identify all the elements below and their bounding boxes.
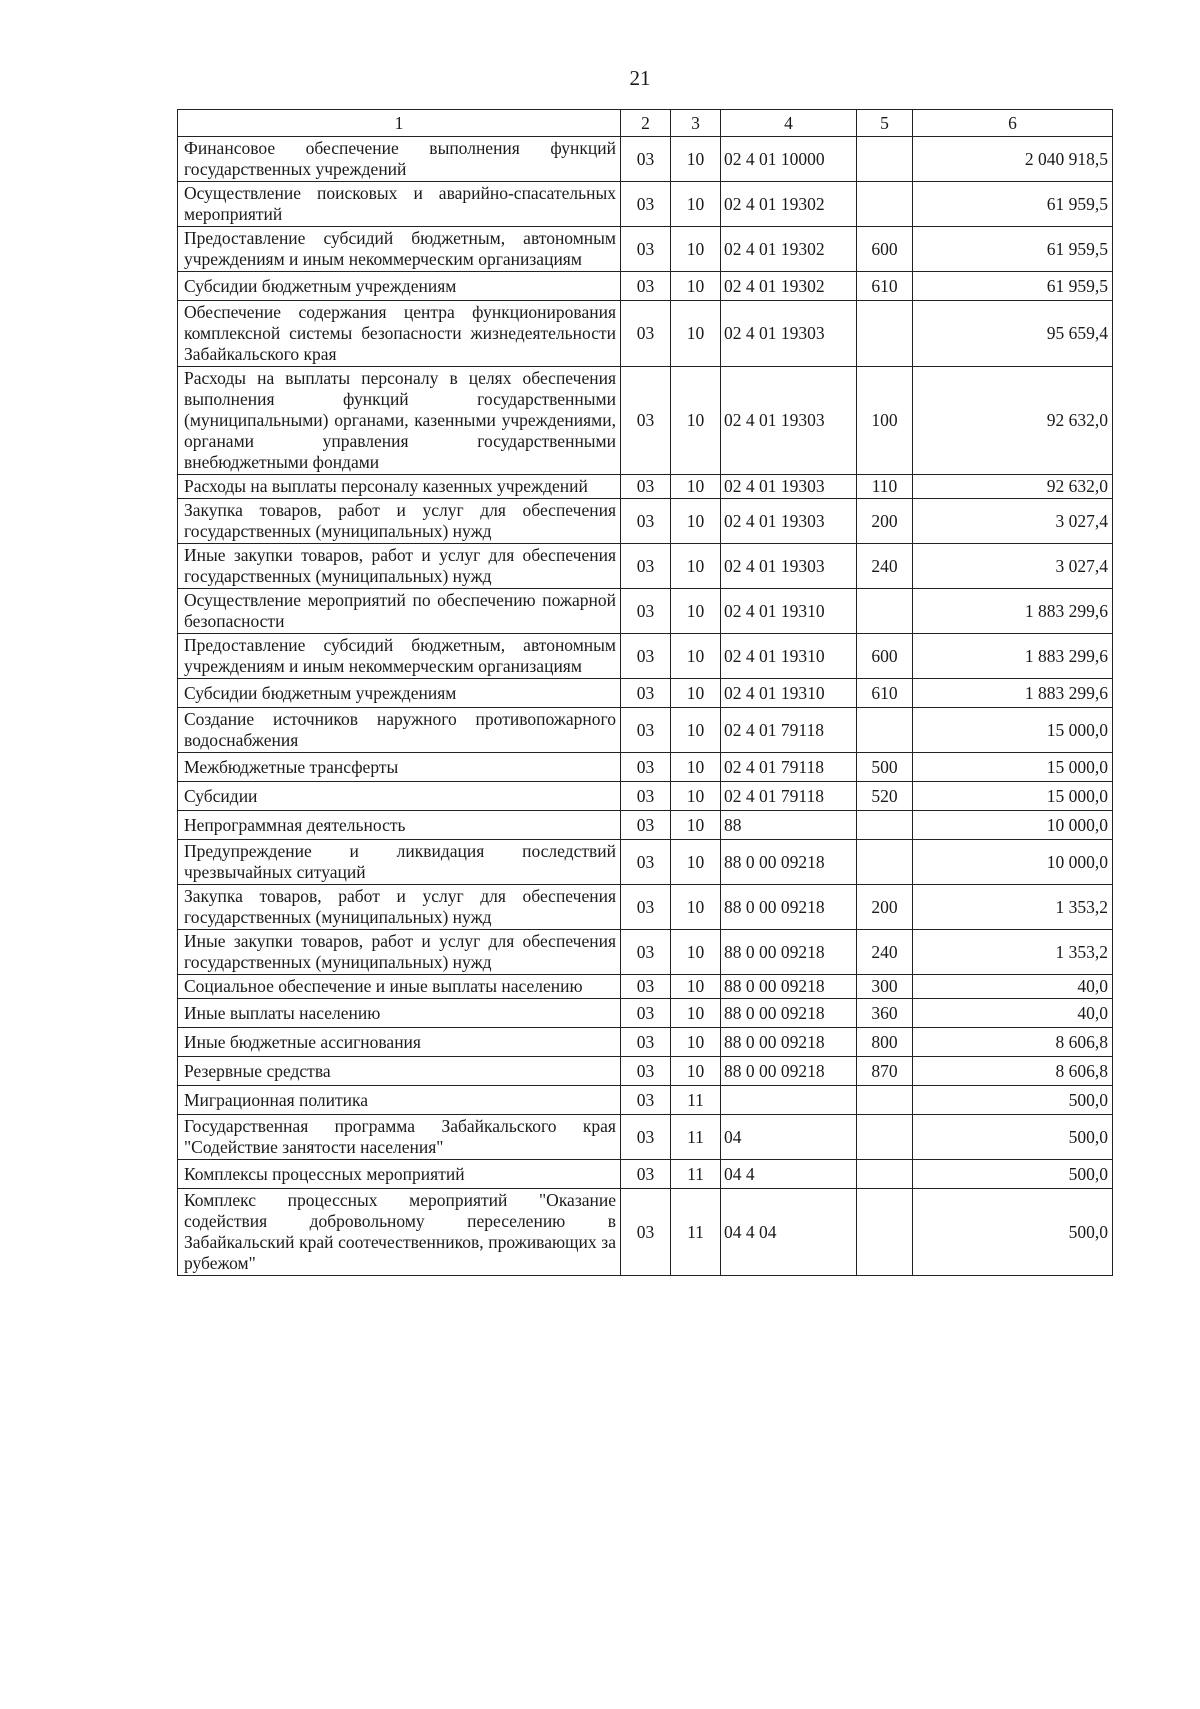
- row-name-cell: Предупреждение и ликвидация последствий чрезвычайных ситуаций: [178, 840, 621, 885]
- row-subsection-cell: 10: [671, 544, 721, 589]
- row-subsection-cell: 10: [671, 1028, 721, 1057]
- row-subsection-cell: 10: [671, 975, 721, 999]
- row-target-code-cell: 88 0 00 09218: [721, 885, 857, 930]
- row-target-code-cell: 88 0 00 09218: [721, 975, 857, 999]
- row-amount-cell: 1 883 299,6: [913, 679, 1113, 708]
- row-name-cell: Субсидии бюджетным учреждениям: [178, 679, 621, 708]
- row-name-cell: Закупка товаров, работ и услуг для обеспечения государственных (муниципальных) нужд: [178, 885, 621, 930]
- table-row: [178, 840, 1113, 885]
- row-section-cell: 03: [621, 885, 671, 930]
- table-row: [178, 708, 1113, 753]
- row-section-cell: 03: [621, 811, 671, 840]
- row-amount-cell: 1 353,2: [913, 930, 1113, 975]
- row-target-code-cell: 02 4 01 19303: [721, 499, 857, 544]
- row-target-code-cell: 02 4 01 79118: [721, 708, 857, 753]
- table-row: [178, 301, 1113, 367]
- row-target-code-cell: 88 0 00 09218: [721, 1028, 857, 1057]
- row-target-code-cell: 88 0 00 09218: [721, 840, 857, 885]
- table-row: [178, 1028, 1113, 1057]
- table-row: [178, 137, 1113, 182]
- row-target-code-cell: 88 0 00 09218: [721, 999, 857, 1028]
- row-name-cell: Государственная программа Забайкальского края "Содействие занятости населения": [178, 1115, 621, 1160]
- table-row: [178, 999, 1113, 1028]
- row-name-cell: Предоставление субсидий бюджетным, автономным учреждениям и иным некоммерческим организациям: [178, 227, 621, 272]
- row-target-code-cell: 04 4: [721, 1160, 857, 1189]
- row-expense-type-cell: 360: [857, 999, 913, 1028]
- table-row: [178, 975, 1113, 999]
- row-expense-type-cell: [857, 1115, 913, 1160]
- table-row: [178, 634, 1113, 679]
- row-name-cell: Создание источников наружного противопожарного водоснабжения: [178, 708, 621, 753]
- row-amount-cell: 15 000,0: [913, 708, 1113, 753]
- row-subsection-cell: 11: [671, 1160, 721, 1189]
- row-section-cell: 03: [621, 679, 671, 708]
- row-amount-cell: 3 027,4: [913, 544, 1113, 589]
- row-name-cell: Предоставление субсидий бюджетным, автономным учреждениям и иным некоммерческим организациям: [178, 634, 621, 679]
- row-amount-cell: 500,0: [913, 1160, 1113, 1189]
- row-expense-type-cell: 800: [857, 1028, 913, 1057]
- row-name-cell: Иные выплаты населению: [178, 999, 621, 1028]
- row-amount-cell: 15 000,0: [913, 753, 1113, 782]
- table-row: [178, 544, 1113, 589]
- row-amount-cell: 500,0: [913, 1086, 1113, 1115]
- row-subsection-cell: 10: [671, 137, 721, 182]
- row-expense-type-cell: 870: [857, 1057, 913, 1086]
- row-expense-type-cell: 600: [857, 227, 913, 272]
- row-amount-cell: 1 883 299,6: [913, 589, 1113, 634]
- row-section-cell: 03: [621, 930, 671, 975]
- row-expense-type-cell: [857, 811, 913, 840]
- row-section-cell: 03: [621, 1028, 671, 1057]
- column-header-amount: 6: [913, 110, 1113, 137]
- column-header-section: 2: [621, 110, 671, 137]
- row-target-code-cell: 02 4 01 19310: [721, 634, 857, 679]
- row-section-cell: 03: [621, 475, 671, 499]
- table-row: [178, 182, 1113, 227]
- row-expense-type-cell: 600: [857, 634, 913, 679]
- page-number: 21: [629, 66, 651, 90]
- row-subsection-cell: 10: [671, 999, 721, 1028]
- row-expense-type-cell: [857, 182, 913, 227]
- row-expense-type-cell: 500: [857, 753, 913, 782]
- row-subsection-cell: 11: [671, 1086, 721, 1115]
- row-subsection-cell: 10: [671, 589, 721, 634]
- row-section-cell: 03: [621, 272, 671, 301]
- row-subsection-cell: 10: [671, 227, 721, 272]
- row-subsection-cell: 10: [671, 708, 721, 753]
- row-name-cell: Субсидии бюджетным учреждениям: [178, 272, 621, 301]
- row-name-cell: Расходы на выплаты персоналу казенных учреждений: [178, 475, 621, 499]
- row-subsection-cell: 10: [671, 885, 721, 930]
- table-row: [178, 1057, 1113, 1086]
- row-name-cell: Непрограммная деятельность: [178, 811, 621, 840]
- row-expense-type-cell: 300: [857, 975, 913, 999]
- row-section-cell: 03: [621, 589, 671, 634]
- row-target-code-cell: 02 4 01 19302: [721, 272, 857, 301]
- row-subsection-cell: 10: [671, 753, 721, 782]
- row-expense-type-cell: 240: [857, 544, 913, 589]
- table-body: [178, 137, 1113, 1276]
- row-name-cell: Иные закупки товаров, работ и услуг для обеспечения государственных (муниципальных) нужд: [178, 930, 621, 975]
- row-expense-type-cell: 100: [857, 367, 913, 475]
- row-section-cell: 03: [621, 182, 671, 227]
- table-row: [178, 367, 1113, 475]
- row-section-cell: 03: [621, 301, 671, 367]
- row-amount-cell: 10 000,0: [913, 840, 1113, 885]
- column-header-target-code: 4: [721, 110, 857, 137]
- row-target-code-cell: 02 4 01 79118: [721, 753, 857, 782]
- budget-table: [177, 109, 1113, 1276]
- table-row: [178, 885, 1113, 930]
- column-header-name: 1: [178, 110, 621, 137]
- row-expense-type-cell: 110: [857, 475, 913, 499]
- row-expense-type-cell: 200: [857, 499, 913, 544]
- row-target-code-cell: 88 0 00 09218: [721, 930, 857, 975]
- row-section-cell: 03: [621, 999, 671, 1028]
- row-amount-cell: 40,0: [913, 999, 1113, 1028]
- table-row: [178, 753, 1113, 782]
- row-amount-cell: 61 959,5: [913, 272, 1113, 301]
- table-row: [178, 1086, 1113, 1115]
- row-section-cell: 03: [621, 227, 671, 272]
- row-expense-type-cell: 610: [857, 679, 913, 708]
- row-subsection-cell: 10: [671, 1057, 721, 1086]
- row-target-code-cell: 02 4 01 79118: [721, 782, 857, 811]
- row-subsection-cell: 10: [671, 782, 721, 811]
- row-subsection-cell: 11: [671, 1189, 721, 1276]
- header-row: [178, 110, 1113, 137]
- row-section-cell: 03: [621, 782, 671, 811]
- table-row: [178, 589, 1113, 634]
- row-target-code-cell: 04 4 04: [721, 1189, 857, 1276]
- row-target-code-cell: 02 4 01 19303: [721, 367, 857, 475]
- row-expense-type-cell: [857, 708, 913, 753]
- row-section-cell: 03: [621, 1057, 671, 1086]
- row-target-code-cell: 02 4 01 19303: [721, 544, 857, 589]
- row-section-cell: 03: [621, 708, 671, 753]
- row-target-code-cell: 02 4 01 19303: [721, 475, 857, 499]
- row-amount-cell: 15 000,0: [913, 782, 1113, 811]
- table-row: [178, 1115, 1113, 1160]
- row-expense-type-cell: [857, 589, 913, 634]
- row-subsection-cell: 10: [671, 182, 721, 227]
- row-subsection-cell: 10: [671, 811, 721, 840]
- table-row: [178, 782, 1113, 811]
- row-subsection-cell: 10: [671, 272, 721, 301]
- row-section-cell: 03: [621, 544, 671, 589]
- row-expense-type-cell: 520: [857, 782, 913, 811]
- table-row: [178, 811, 1113, 840]
- row-name-cell: Расходы на выплаты персоналу в целях обеспечения выполнения функций государственными (муниципальными) органами, казенными учреждениями, органами управления государственными внебюджетными фондами: [178, 367, 621, 475]
- row-amount-cell: 1 883 299,6: [913, 634, 1113, 679]
- row-expense-type-cell: [857, 1160, 913, 1189]
- row-section-cell: 03: [621, 137, 671, 182]
- row-expense-type-cell: [857, 1189, 913, 1276]
- column-header-expense-type: 5: [857, 110, 913, 137]
- row-name-cell: Иные бюджетные ассигнования: [178, 1028, 621, 1057]
- row-amount-cell: 500,0: [913, 1189, 1113, 1276]
- table-row: [178, 475, 1113, 499]
- row-target-code-cell: 02 4 01 19310: [721, 679, 857, 708]
- row-expense-type-cell: 610: [857, 272, 913, 301]
- row-amount-cell: 2 040 918,5: [913, 137, 1113, 182]
- row-target-code-cell: 88 0 00 09218: [721, 1057, 857, 1086]
- table-row: [178, 1189, 1113, 1276]
- row-expense-type-cell: [857, 840, 913, 885]
- row-subsection-cell: 10: [671, 475, 721, 499]
- row-section-cell: 03: [621, 753, 671, 782]
- row-subsection-cell: 10: [671, 930, 721, 975]
- row-amount-cell: 61 959,5: [913, 182, 1113, 227]
- row-amount-cell: 1 353,2: [913, 885, 1113, 930]
- row-name-cell: Осуществление мероприятий по обеспечению пожарной безопасности: [178, 589, 621, 634]
- row-expense-type-cell: 200: [857, 885, 913, 930]
- row-expense-type-cell: [857, 1086, 913, 1115]
- row-expense-type-cell: 240: [857, 930, 913, 975]
- row-name-cell: Субсидии: [178, 782, 621, 811]
- row-section-cell: 03: [621, 634, 671, 679]
- row-name-cell: Миграционная политика: [178, 1086, 621, 1115]
- row-amount-cell: 95 659,4: [913, 301, 1113, 367]
- row-amount-cell: 92 632,0: [913, 475, 1113, 499]
- row-subsection-cell: 10: [671, 840, 721, 885]
- row-amount-cell: 500,0: [913, 1115, 1113, 1160]
- row-expense-type-cell: [857, 301, 913, 367]
- row-section-cell: 03: [621, 1189, 671, 1276]
- row-subsection-cell: 10: [671, 367, 721, 475]
- row-target-code-cell: 04: [721, 1115, 857, 1160]
- row-subsection-cell: 10: [671, 634, 721, 679]
- row-name-cell: Осуществление поисковых и аварийно-спасательных мероприятий: [178, 182, 621, 227]
- row-amount-cell: 40,0: [913, 975, 1113, 999]
- table-row: [178, 1160, 1113, 1189]
- row-subsection-cell: 10: [671, 301, 721, 367]
- row-subsection-cell: 10: [671, 499, 721, 544]
- row-subsection-cell: 10: [671, 679, 721, 708]
- row-section-cell: 03: [621, 1086, 671, 1115]
- row-target-code-cell: 02 4 01 10000: [721, 137, 857, 182]
- row-target-code-cell: 02 4 01 19302: [721, 227, 857, 272]
- row-expense-type-cell: [857, 137, 913, 182]
- table-row: [178, 272, 1113, 301]
- row-name-cell: Социальное обеспечение и иные выплаты населению: [178, 975, 621, 999]
- row-name-cell: Комплекс процессных мероприятий "Оказание содействия добровольному переселению в Забайкальский край соотечественников, проживающих за рубежом": [178, 1189, 621, 1276]
- row-target-code-cell: 88: [721, 811, 857, 840]
- row-subsection-cell: 11: [671, 1115, 721, 1160]
- row-name-cell: Обеспечение содержания центра функционирования комплексной системы безопасности жизнедеятельности Забайкальского края: [178, 301, 621, 367]
- table-row: [178, 227, 1113, 272]
- row-name-cell: Иные закупки товаров, работ и услуг для обеспечения государственных (муниципальных) нужд: [178, 544, 621, 589]
- row-target-code-cell: [721, 1086, 857, 1115]
- row-target-code-cell: 02 4 01 19302: [721, 182, 857, 227]
- row-section-cell: 03: [621, 840, 671, 885]
- row-section-cell: 03: [621, 1115, 671, 1160]
- row-section-cell: 03: [621, 975, 671, 999]
- row-section-cell: 03: [621, 499, 671, 544]
- row-name-cell: Межбюджетные трансферты: [178, 753, 621, 782]
- row-target-code-cell: 02 4 01 19303: [721, 301, 857, 367]
- table-row: [178, 679, 1113, 708]
- row-name-cell: Закупка товаров, работ и услуг для обеспечения государственных (муниципальных) нужд: [178, 499, 621, 544]
- row-amount-cell: 10 000,0: [913, 811, 1113, 840]
- table-row: [178, 930, 1113, 975]
- row-amount-cell: 8 606,8: [913, 1057, 1113, 1086]
- row-section-cell: 03: [621, 1160, 671, 1189]
- table-row: [178, 499, 1113, 544]
- row-section-cell: 03: [621, 367, 671, 475]
- column-header-subsection: 3: [671, 110, 721, 137]
- row-amount-cell: 8 606,8: [913, 1028, 1113, 1057]
- row-name-cell: Резервные средства: [178, 1057, 621, 1086]
- row-name-cell: Финансовое обеспечение выполнения функций государственных учреждений: [178, 137, 621, 182]
- row-amount-cell: 61 959,5: [913, 227, 1113, 272]
- row-target-code-cell: 02 4 01 19310: [721, 589, 857, 634]
- row-amount-cell: 3 027,4: [913, 499, 1113, 544]
- row-name-cell: Комплексы процессных мероприятий: [178, 1160, 621, 1189]
- row-amount-cell: 92 632,0: [913, 367, 1113, 475]
